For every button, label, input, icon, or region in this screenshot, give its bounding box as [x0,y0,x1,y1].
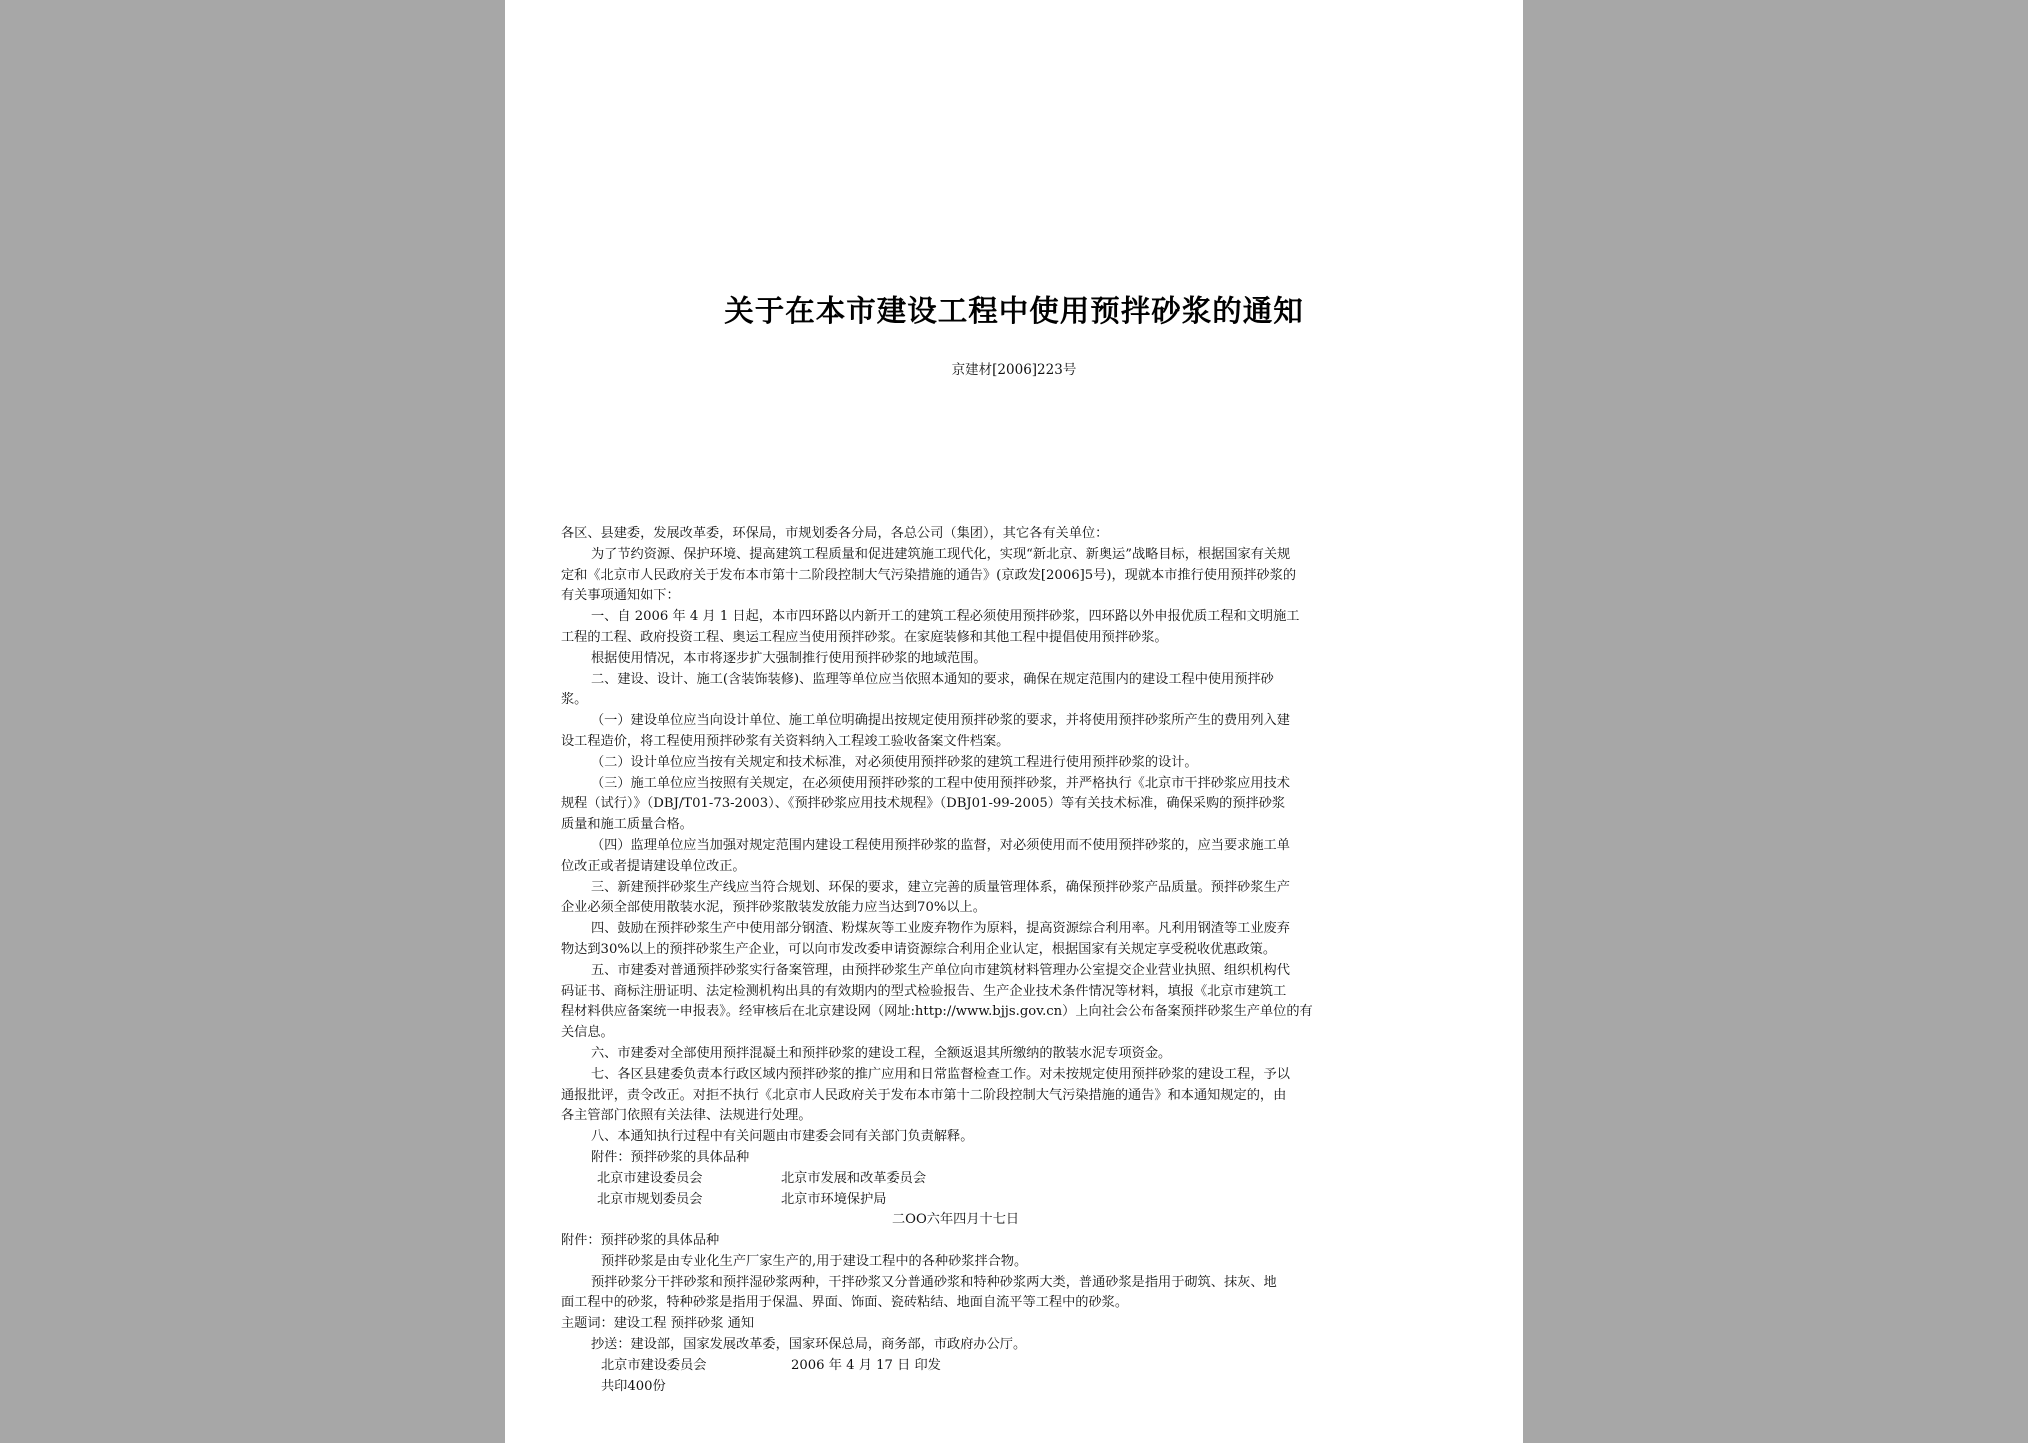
signatory-row [561,1190,1476,1211]
signatory-row [561,1169,1476,1190]
paragraph-line: （一）建设单位应当向设计单位、施工单位明确提出按规定使用预拌砂浆的要求，并将使用预拌砂浆所产生的费用列入建 [591,713,1290,729]
paragraph-line: 浆。 [561,692,588,708]
attachment-line: 预拌砂浆分干拌砂浆和预拌湿砂浆两种，干拌砂浆又分普通砂浆和特种砂浆两大类，普通砂浆是指用于砌筑、抹灰、地 [591,1274,1277,1290]
copies-line: 共印400份 [601,1378,666,1394]
paragraph-line: 关信息。 [561,1025,614,1041]
paragraph-line: 根据使用情况，本市将逐步扩大强制推行使用预拌砂浆的地域范围。 [591,650,987,666]
addressee-line: 各区、县建委，发展改革委，环保局，市规划委各分局，各总公司（集团），其它各有关单位： [561,526,1109,541]
paragraph-line: 四、鼓励在预拌砂浆生产中使用部分钢渣、粉煤灰等工业废弃物作为原料，提高资源综合利用率。凡利用钢渣等工业废弃 [591,921,1290,937]
keywords-line: 主题词：建设工程 预拌砂浆 通知 [561,1316,755,1332]
issuer: 北京市建设委员会 [601,1357,707,1373]
signatory: 北京市规划委员会 [597,1191,703,1207]
paragraph-line: 码证书、商标注册证明、法定检测机构出具的有效期内的型式检验报告、生产企业技术条件情况等材料，填报《北京市建筑工 [561,983,1287,999]
attachment-heading: 附件：预拌砂浆的具体品种 [561,1233,720,1249]
issue-line [561,1356,1476,1377]
paragraph-line: 企业必须全部使用散装水泥，预拌砂浆散装发放能力应当达到70%以上。 [561,900,986,916]
document-date: 二OO六年四月十七日 [892,1212,1020,1228]
document-number: 京建材[2006]223号 [951,362,1077,378]
document-page [505,0,1523,1443]
paragraph-line: 设工程造价，将工程使用预拌砂浆有关资料纳入工程竣工验收备案文件档案。 [561,733,1010,749]
paragraph-line: 质量和施工质量合格。 [561,817,693,833]
attachment-reference: 附件：预拌砂浆的具体品种 [591,1149,750,1165]
paragraph-line: 位改正或者提请建设单位改正。 [561,858,746,874]
paragraph-line: 为了节约资源、保护环境、提高建筑工程质量和促进建筑施工现代化，实现“新北京、新奥运”战略目标，根据国家有关规 [591,546,1291,562]
signatory: 北京市发展和改革委员会 [781,1170,927,1186]
paragraph-line: 通报批评，责令改正。对拒不执行《北京市人民政府关于发布本市第十二阶段控制大气污染措施的通告》和本通知规定的，由 [561,1087,1287,1103]
paragraph-line: 工程的工程、政府投资工程、奥运工程应当使用预拌砂浆。在家庭装修和其他工程中提倡使用预拌砂浆。 [561,629,1168,645]
paragraph-line: 二、建设、设计、施工(含装饰装修)、监理等单位应当依照本通知的要求，确保在规定范围内的建设工程中使用预拌砂 [591,671,1274,687]
paragraph-line: （二）设计单位应当按有关规定和技术标准，对必须使用预拌砂浆的建筑工程进行使用预拌砂浆的设计。 [591,754,1198,770]
paragraph-line: （三）施工单位应当按照有关规定，在必须使用预拌砂浆的工程中使用预拌砂浆，并严格执行《北京市干拌砂浆应用技术 [591,775,1290,791]
issue-date: 2006 年 4 月 17 日 印发 [791,1357,941,1373]
document-title: 关于在本市建设工程中使用预拌砂浆的通知 [724,294,1304,328]
paragraph-line: （四）监理单位应当加强对规定范围内建设工程使用预拌砂浆的监督，对必须使用而不使用预拌砂浆的，应当要求施工单 [591,837,1290,853]
paragraph-line: 六、市建委对全部使用预拌混凝土和预拌砂浆的建设工程，全额返退其所缴纳的散装水泥专项资金。 [591,1045,1172,1061]
paragraph-line: 一、自 2006 年 4 月 1 日起，本市四环路以内新开工的建筑工程必须使用预拌砂浆，四环路以外申报优质工程和文明施工 [591,609,1300,625]
paragraph-line: 程材料供应备案统一申报表》。经审核后在北京建设网（网址:http://www.bjjs.gov.cn）上向社会公布备案预拌砂浆生产单位的有 [561,1004,1313,1020]
attachment-line: 预拌砂浆是由专业化生产厂家生产的,用于建设工程中的各种砂浆拌合物。 [601,1253,1028,1269]
paragraph-line: 五、市建委对普通预拌砂浆实行备案管理，由预拌砂浆生产单位向市建筑材料管理办公室提交企业营业执照、组织机构代 [591,962,1290,978]
paragraph-line: 规程（试行）》（DBJ/T01-73-2003）、《预拌砂浆应用技术规程》（DBJ01-99-2005）等有关技术标准，确保采购的预拌砂浆 [561,796,1286,812]
paragraph-line: 有关事项通知如下： [561,588,680,604]
paragraph-line: 各主管部门依照有关法律、法规进行处理。 [561,1108,812,1124]
paragraph-line: 八、本通知执行过程中有关问题由市建委会同有关部门负责解释。 [591,1129,974,1145]
attachment-line: 面工程中的砂浆，特种砂浆是指用于保温、界面、饰面、瓷砖粘结、地面自流平等工程中的砂浆。 [561,1295,1129,1311]
paragraph-line: 七、各区县建委负责本行政区域内预拌砂浆的推广应用和日常监督检查工作。对未按规定使用预拌砂浆的建设工程，予以 [591,1066,1290,1082]
paragraph-line: 三、新建预拌砂浆生产线应当符合规划、环保的要求，建立完善的质量管理体系，确保预拌砂浆产品质量。预拌砂浆生产 [591,879,1290,895]
paragraph-line: 物达到30%以上的预拌砂浆生产企业，可以向市发改委申请资源综合利用企业认定，根据国家有关规定享受税收优惠政策。 [561,941,1277,957]
paragraph-line: 定和《北京市人民政府关于发布本市第十二阶段控制大气污染措施的通告》(京政发[2006]5号)，现就本市推行使用预拌砂浆的 [561,567,1297,583]
signatory: 北京市环境保护局 [781,1191,887,1207]
signatory: 北京市建设委员会 [597,1170,703,1186]
cc-line: 抄送：建设部，国家发展改革委，国家环保总局，商务部，市政府办公厅。 [591,1337,1027,1353]
document-body [561,524,1476,1397]
